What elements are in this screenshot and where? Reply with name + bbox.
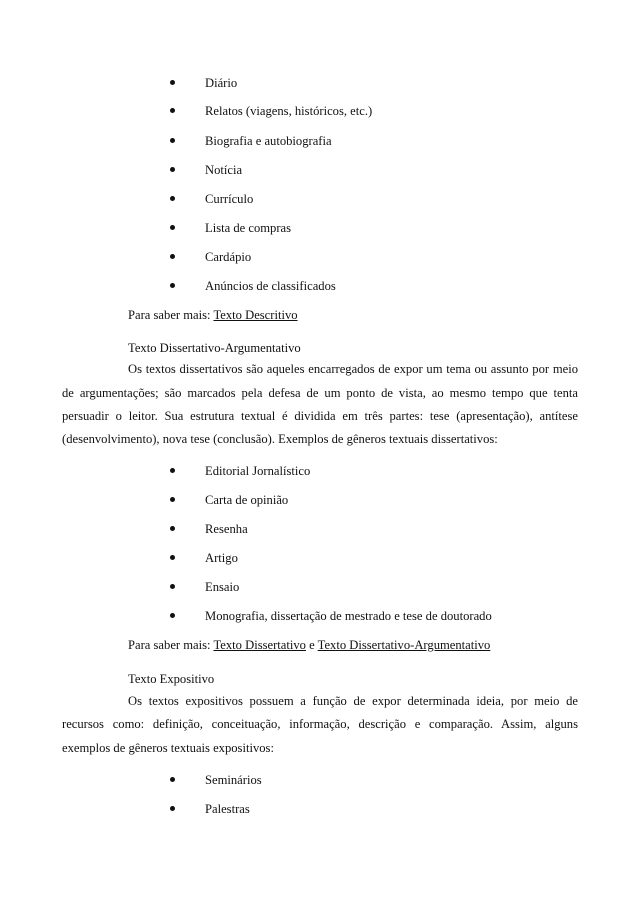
bullet-icon — [170, 468, 175, 473]
bullet-icon — [170, 497, 175, 502]
list-item: Relatos (viagens, históricos, etc.) — [0, 102, 638, 120]
see-more-conjunction: e — [309, 638, 315, 652]
list-item: Monografia, dissertação de mestrado e tese de doutorado — [0, 607, 638, 625]
list-item: Carta de opinião — [0, 491, 638, 509]
bullet-icon — [170, 167, 175, 172]
section-title: Texto Dissertativo-Argumentativo — [128, 341, 301, 355]
paragraph-line: persuadir o leitor. Sua estrutura textual é dividida em três partes: tese (apresentação), antítese — [62, 409, 578, 423]
list-item: Seminários — [0, 771, 638, 789]
list-item: Artigo — [0, 549, 638, 567]
bullet-icon — [170, 777, 175, 782]
see-more-prefix: Para saber mais: — [128, 308, 211, 322]
bullet-icon — [170, 108, 175, 113]
bullet-icon — [170, 806, 175, 811]
section-title: Texto Expositivo — [128, 672, 215, 686]
list-item: Palestras — [0, 800, 638, 818]
list-item: Ensaio — [0, 578, 638, 596]
list-item: Editorial Jornalístico — [0, 462, 638, 480]
bullet-icon — [170, 555, 175, 560]
bullet-icon — [170, 283, 175, 288]
paragraph-line: recursos como: definição, conceituação, informação, descrição e comparação. Assim, alguns — [62, 717, 578, 731]
see-more-line — [128, 636, 490, 654]
list-item: Anúncios de classificados — [0, 277, 638, 295]
list-item: Lista de compras — [0, 219, 638, 237]
bullet-icon — [170, 196, 175, 201]
bullet-icon — [170, 138, 175, 143]
paragraph-line: Os textos expositivos possuem a função de expor determinada ideia, por meio de — [128, 694, 578, 708]
list-item: Notícia — [0, 161, 638, 179]
bullet-icon — [170, 526, 175, 531]
bullet-icon — [170, 80, 175, 85]
bullet-icon — [170, 584, 175, 589]
paragraph-line: (desenvolvimento), nova tese (conclusão). Exemplos de gêneros textuais dissertativos: — [62, 432, 498, 446]
paragraph-line: exemplos de gêneros textuais expositivos: — [62, 741, 274, 755]
paragraph-line: de argumentações; são marcados pela defesa de um ponto de vista, ao mesmo tempo que tenta — [62, 386, 578, 400]
list-item: Resenha — [0, 520, 638, 538]
paragraph-line: Os textos dissertativos são aqueles encarregados de expor um tema ou assunto por meio — [128, 362, 578, 376]
see-more-line — [128, 306, 298, 324]
bullet-icon — [170, 225, 175, 230]
list-item: Diário — [0, 74, 638, 92]
bullet-icon — [170, 613, 175, 618]
bullet-icon — [170, 254, 175, 259]
list-item: Currículo — [0, 190, 638, 208]
list-item: Biografia e autobiografia — [0, 132, 638, 150]
link-texto-descritivo[interactable]: Texto Descritivo — [213, 308, 298, 322]
link-texto-dissertativo-argumentativo[interactable]: Texto Dissertativo-Argumentativo — [317, 638, 491, 652]
link-texto-dissertativo[interactable]: Texto Dissertativo — [213, 638, 306, 652]
list-item: Cardápio — [0, 248, 638, 266]
see-more-prefix: Para saber mais: — [128, 638, 211, 652]
